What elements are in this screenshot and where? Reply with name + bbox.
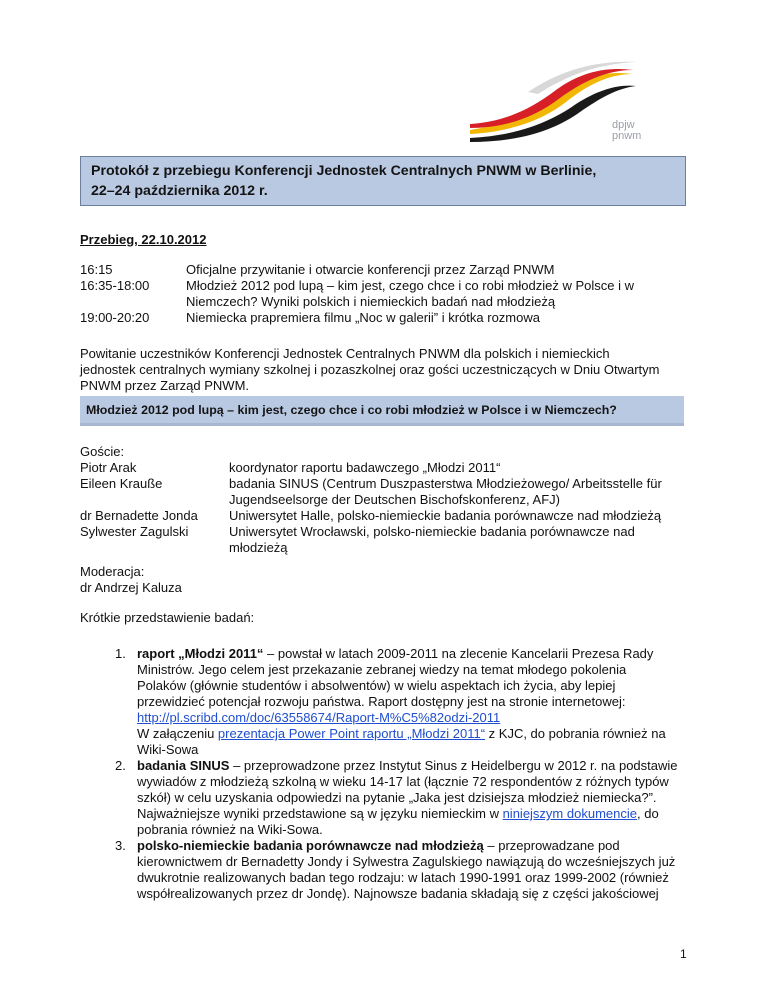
guest-desc-4b: młodzieżą [229,540,288,555]
schedule-heading: Przebieg, 22.10.2012 [80,232,207,247]
schedule-text-2: Młodzież 2012 pod lupą – kim jest, czego chce i co robi młodzież w Polsce i w [186,278,634,293]
list-item-2-line4-post: , do [636,806,659,821]
list-item-1-line3: Polaków (głównie studentów i absolwentów) w wielu aspektach ich życia, aby lepiej [137,678,616,693]
list-item-3-bold: polsko-niemieckie badania porównawcze nad młodzieżą [137,838,484,853]
schedule-text-1: Oficjalne przywitanie i otwarcie konferencji przez Zarząd PNWM [186,262,555,277]
document-title-line1: Protokół z przebiegu Konferencji Jednostek Centralnych PNWM w Berlinie, [91,163,597,179]
list-item-2-bold: badania SINUS [137,758,230,773]
list-item-1-line6-post: z KJC, do pobrania również na [485,726,666,741]
list-item-3-line2: kierownictwem dr Bernadetty Jondy i Sylwestra Zagulskiego nawiązują do wcześniejszych już [137,854,676,869]
section-heading: Młodzież 2012 pod lupą – kim jest, czego chce i co robi młodzież w Polsce i w Niemczech? [86,403,617,417]
document-title-box [80,156,686,206]
list-item-2-line1 [137,758,678,774]
moderator-name: dr Andrzej Kaluza [80,580,182,595]
raport-url-link[interactable]: http://pl.scribd.com/doc/63558674/Raport-M%C5%82odzi-2011 [137,710,501,725]
list-item-1-line6 [137,726,666,742]
list-number-3: 3. [115,838,126,853]
list-item-2-line2: wywiadów z młodzieżą szkolną w wieku 14-17 lat (łącznie 72 respondentów z różnych typów [137,774,669,789]
welcome-line1: Powitanie uczestników Konferencji Jednostek Centralnych PNWM dla polskich i niemieckich [80,346,610,361]
presentation-link[interactable]: prezentacja Power Point raportu „Młodzi 2011“ [217,726,486,741]
list-item-1-line7: Wiki-Sowa [137,742,199,757]
list-number-1: 1. [115,646,126,661]
schedule-text-3: Niemiecka prapremiera filmu „Noc w galerii” i krótka rozmowa [186,310,540,325]
guest-desc-2b: Jugendseelsorge der Deutschen Bischofskonferenz, AFJ) [229,492,560,507]
moderation-label: Moderacja: [80,564,145,579]
guest-name-4: Sylwester Zagulski [80,524,189,539]
welcome-line2: jednostek centralnych wymiany szkolnej i pozaszkolnej oraz gości uczestniczących w Dniu Otwartym [80,362,660,377]
document-title-line2: 22–24 października 2012 r. [91,183,268,199]
guest-desc-4: Uniwersytet Wrocławski, polsko-niemieckie badania porównawcze nad [229,524,635,539]
schedule-time-3: 19:00-20:20 [80,310,150,325]
sinus-document-link[interactable]: niniejszym dokumencie [502,806,637,821]
page-number: 1 [680,947,687,961]
list-item-3-line1 [137,838,620,854]
list-item-2-rest: – przeprowadzone przez Instytut Sinus z Heidelbergu w 2012 r. na podstawie [229,758,678,773]
guest-name-2: Eileen Krauße [80,476,163,491]
schedule-time-1: 16:15 [80,262,113,277]
list-number-2: 2. [115,758,126,773]
list-item-1-line1 [137,646,653,662]
schedule-time-2: 16:35-18:00 [80,278,150,293]
welcome-line3: PNWM przez Zarząd PNWM. [80,378,250,393]
list-item-3-rest: – przeprowadzane pod [483,838,620,853]
logo-text-line1: dpjw [612,119,635,131]
section-heading-box [80,396,684,426]
list-item-3-line4: współrealizowanych przez dr Jondę). Najnowsze badania składają się z części jakościowej [137,886,659,901]
guest-name-3: dr Bernadette Jonda [80,508,198,523]
list-item-1-line6-pre: W załączeniu [137,726,218,741]
list-item-2-line5: pobrania również na Wiki-Sowa. [137,822,323,837]
list-item-2-line4 [137,806,659,822]
list-item-1-line4: przewidzieć potencjał rozwoju państwa. Raport dostępny jest na stronie internetowej: [137,694,626,709]
list-item-1-line2: Ministrów. Jego celem jest przekazanie zebranej wiedzy na temat młodego pokolenia [137,662,627,677]
list-item-1-bold: raport „Młodzi 2011“ [137,646,264,661]
guest-desc-1: koordynator raportu badawczego „Młodzi 2011“ [229,460,501,475]
guest-desc-3: Uniwersytet Halle, polsko-niemieckie badania porównawcze nad młodzieżą [229,508,662,523]
guest-desc-2: badania SINUS (Centrum Duszpasterstwa Młodzieżowego/ Arbeitsstelle für [229,476,662,491]
list-item-1-rest: – powstał w latach 2009-2011 na zlecenie Kancelarii Prezesa Rady [263,646,654,661]
list-item-3-line3: dwukrotnie realizowanych badan tego rodzaju: w latach 1990-1991 oraz 1999-2002 (również [137,870,669,885]
logo-text [612,120,652,142]
list-item-2-line3: szkół) w celu uzyskania odpowiedzi na pytanie „Jaka jest dzisiejsza młodzież niemiecka?”. [137,790,657,805]
guests-label: Goście: [80,444,125,459]
list-item-2-line4-pre: Najważniejsze wyniki przedstawione są w języku niemieckim w [137,806,503,821]
schedule-text-2b: Niemczech? Wyniki polskich i niemieckich badań nad młodzieżą [186,294,556,309]
intro-text: Krótkie przedstawienie badań: [80,610,255,625]
logo-text-line2: pnwm [612,130,642,142]
guest-name-1: Piotr Arak [80,460,137,475]
